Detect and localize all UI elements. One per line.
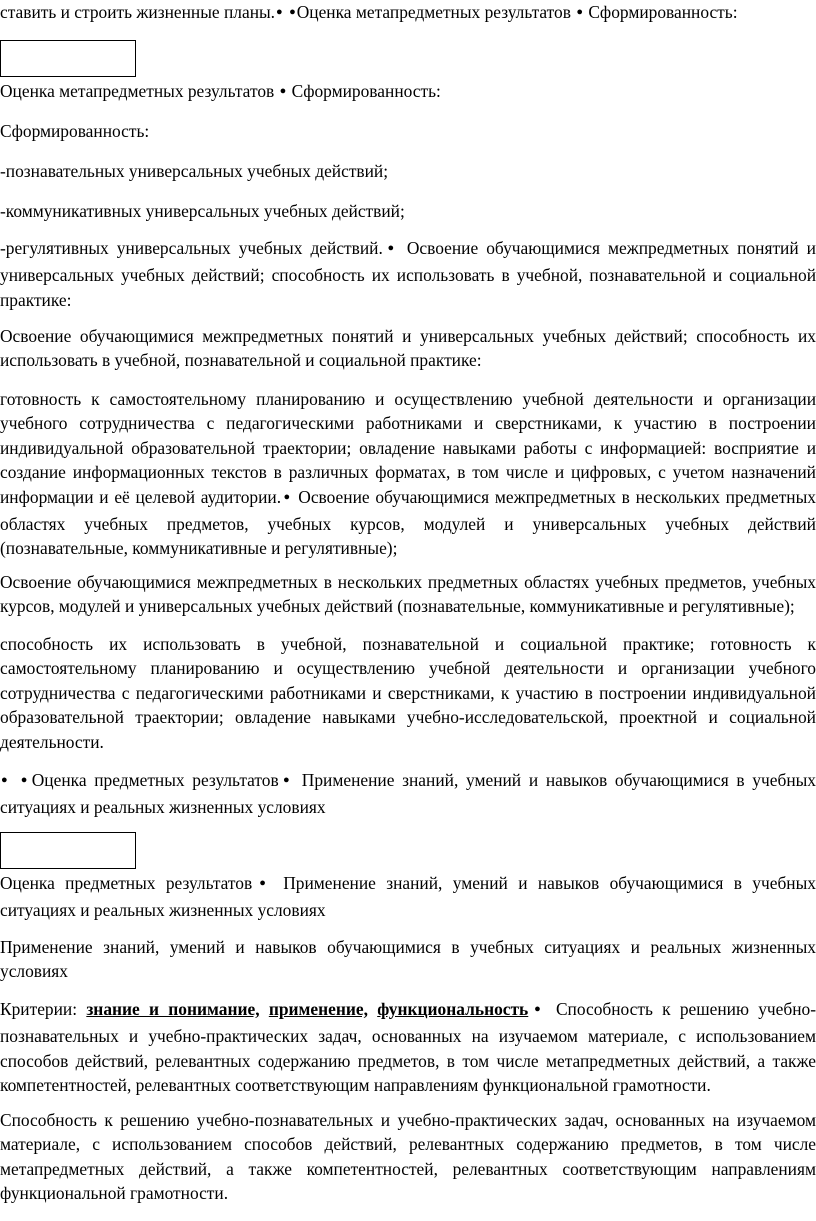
text-segment: Оценка предметных результатов	[31, 770, 279, 790]
bullet-icon: ●	[20, 774, 31, 786]
bullet-icon: ●	[276, 6, 283, 18]
paragraph-8	[0, 387, 816, 561]
paragraph-4: -познавательных универсальных учебных действий;	[0, 161, 389, 181]
bullet-icon: ●	[529, 1003, 546, 1015]
paragraph-11	[0, 768, 816, 820]
bullet-icon: ●	[383, 242, 398, 254]
text-segment: Освоение обучающимися межпредметных в нескольких предметных областях учебных предметов, учебных курсов, модулей и универсальных учебных действий (познавательные, коммуникативные и регулятивные);	[0, 486, 816, 559]
empty-frame	[0, 40, 136, 77]
criterion-application: применение,	[268, 999, 368, 1019]
text-segment: Освоение обучающимися межпредметных понятий и универсальных учебных действий; способность их использовать в учебной, познавательной и социальной практике:	[0, 238, 816, 310]
criteria-label: Критерии:	[0, 999, 78, 1019]
text-segment: Оценка метапредметных результатов	[0, 81, 275, 101]
text-segment: Применение знаний, умений и навыков обучающимися в учебных ситуациях и реальных жизненных условиях	[0, 770, 816, 818]
text-segment: Сформированность:	[291, 81, 441, 101]
empty-frame	[0, 832, 136, 869]
paragraph-2	[0, 79, 816, 106]
bullet-icon: ●	[253, 877, 272, 889]
bullet-icon: ●	[1, 774, 12, 786]
bullet-icon: ●	[279, 85, 287, 97]
text-segment: Применение знаний, умений и навыков обучающимися в учебных ситуациях и реальных жизненных условиях	[0, 873, 816, 921]
paragraph-5: -коммуникативных универсальных учебных действий;	[0, 201, 405, 221]
criterion-functionality: функциональность	[377, 999, 529, 1019]
text-segment: ставить и строить жизненные планы.	[0, 2, 276, 22]
paragraph-10: способность их использовать в учебной, познавательной и социальной практике; готовность к самостоятельному планированию и осуществлению учебной деятельности и организации учебного сотрудничества с педагогическими работниками и сверстниками, к участию в построении индивидуальной образовательной траектории; овладение навыками учебно-исследовательской, проектной и социальной деятельности.	[0, 634, 816, 752]
paragraph-3: Сформированность:	[0, 121, 150, 141]
paragraph-1	[0, 0, 816, 27]
paragraph-9: Освоение обучающимися межпредметных в нескольких предметных областях учебных предметов, учебных курсов, модулей и универсальных учебных действий (познавательные, коммуникативные и регулятивные);	[0, 572, 816, 617]
text-segment: готовность к самостоятельному планированию и осуществлению учебной деятельности и организации учебного сотрудничества с педагогическими работниками и сверстниками, к участию в построении индивидуальной образовательной траектории; овладение навыками работы с информацией: восприятие и создание информационных текстов в различных форматах, в том числе и цифровых, с учетом назначений информации и её целевой аудитории.	[0, 389, 816, 507]
paragraph-15: Способность к решению учебно-познавательных и учебно-практических задач, основанных на изучаемом материале, с использованием способов действий, релевантных содержанию предметов, в том числе метапредметных действий, а также компетентностей, релевантных соответствующим направлениям функциональной грамотности.	[0, 1110, 816, 1204]
bullet-icon: ●	[289, 6, 296, 18]
bullet-icon: ●	[282, 490, 292, 503]
text-segment: Сформированность:	[588, 2, 738, 22]
text-segment: Способность к решению учебно-познавательных и учебно-практических задач, основанных на изучаемом материале, с использованием способов действий, релевантных содержанию предметов, в том числе метапредметных действий, а также компетентностей, релевантных соответствующим направлениям функциональной грамотности.	[0, 999, 816, 1096]
text-segment: Оценка предметных результатов	[0, 873, 253, 893]
paragraph-12	[0, 871, 816, 923]
paragraph-13: Применение знаний, умений и навыков обучающимися в учебных ситуациях и реальных жизненных условиях	[0, 937, 816, 982]
paragraph-6	[0, 236, 816, 312]
text-segment: -регулятивных универсальных учебных действий.	[0, 238, 383, 258]
criterion-knowledge: знание и понимание,	[86, 999, 260, 1019]
bullet-icon: ●	[279, 774, 294, 786]
text-segment: Оценка метапредметных результатов	[296, 2, 571, 22]
paragraph-14	[0, 997, 816, 1098]
paragraph-7: Освоение обучающимися межпредметных понятий и универсальных учебных действий; способность их использовать в учебной, познавательной и социальной практике:	[0, 326, 816, 371]
bullet-icon: ●	[576, 6, 583, 18]
